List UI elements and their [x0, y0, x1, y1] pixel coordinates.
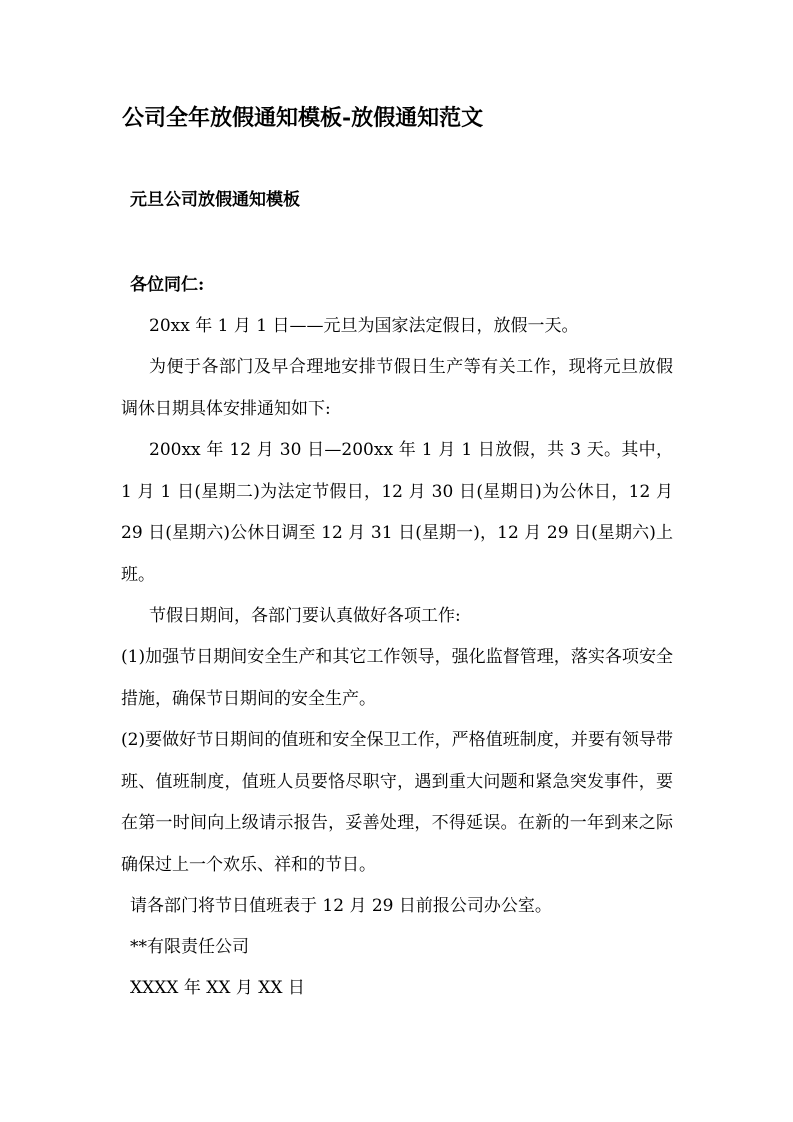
document-title: 公司全年放假通知模板-放假通知范文 — [122, 105, 484, 131]
document-date: XXXX 年 XX 月 XX 日 — [130, 978, 305, 998]
paragraph-duty-2: (2)要做好节日期间的值班和安全保卫工作，严格值班制度，并要有领导带班、值班制度，值班人员要恪尽职守，遇到重大问题和紧急突发事件，要在第一时间向上级请示报告，妥善处理，不得延误。在新的一年到来之际确保过上一个欢乐、祥和的节日。 — [121, 730, 673, 875]
section-heading: 元旦公司放假通知模板 — [130, 190, 300, 210]
paragraph-roster-request: 请各部门将节日值班表于 12 月 29 日前报公司办公室。 — [130, 896, 552, 916]
salutation: 各位同仁: — [130, 275, 205, 295]
paragraph-purpose: 为便于各部门及早合理地安排节假日生产等有关工作，现将元旦放假调休日期具体安排通知如下: — [121, 357, 673, 419]
company-signature: **有限责任公司 — [130, 937, 249, 957]
paragraph-holiday-date: 20xx 年 1 月 1 日——元旦为国家法定假日，放假一天。 — [149, 316, 579, 336]
paragraph-duties-intro: 节假日期间，各部门要认真做好各项工作: — [149, 606, 461, 626]
paragraph-duty-1: (1)加强节日期间安全生产和其它工作领导，强化监督管理，落实各项安全措施，确保节日期间的安全生产。 — [121, 647, 673, 709]
paragraph-schedule: 200xx 年 12 月 30 日—200xx 年 1 月 1 日放假，共 3 天。其中，1 月 1 日(星期二)为法定节假日，12 月 30 日(星期日)为公休日，12 月 29 日(星期六)公休日调至 12 月 31 日(星期一)，12 月 29 日(星期六)上班。 — [121, 440, 673, 585]
